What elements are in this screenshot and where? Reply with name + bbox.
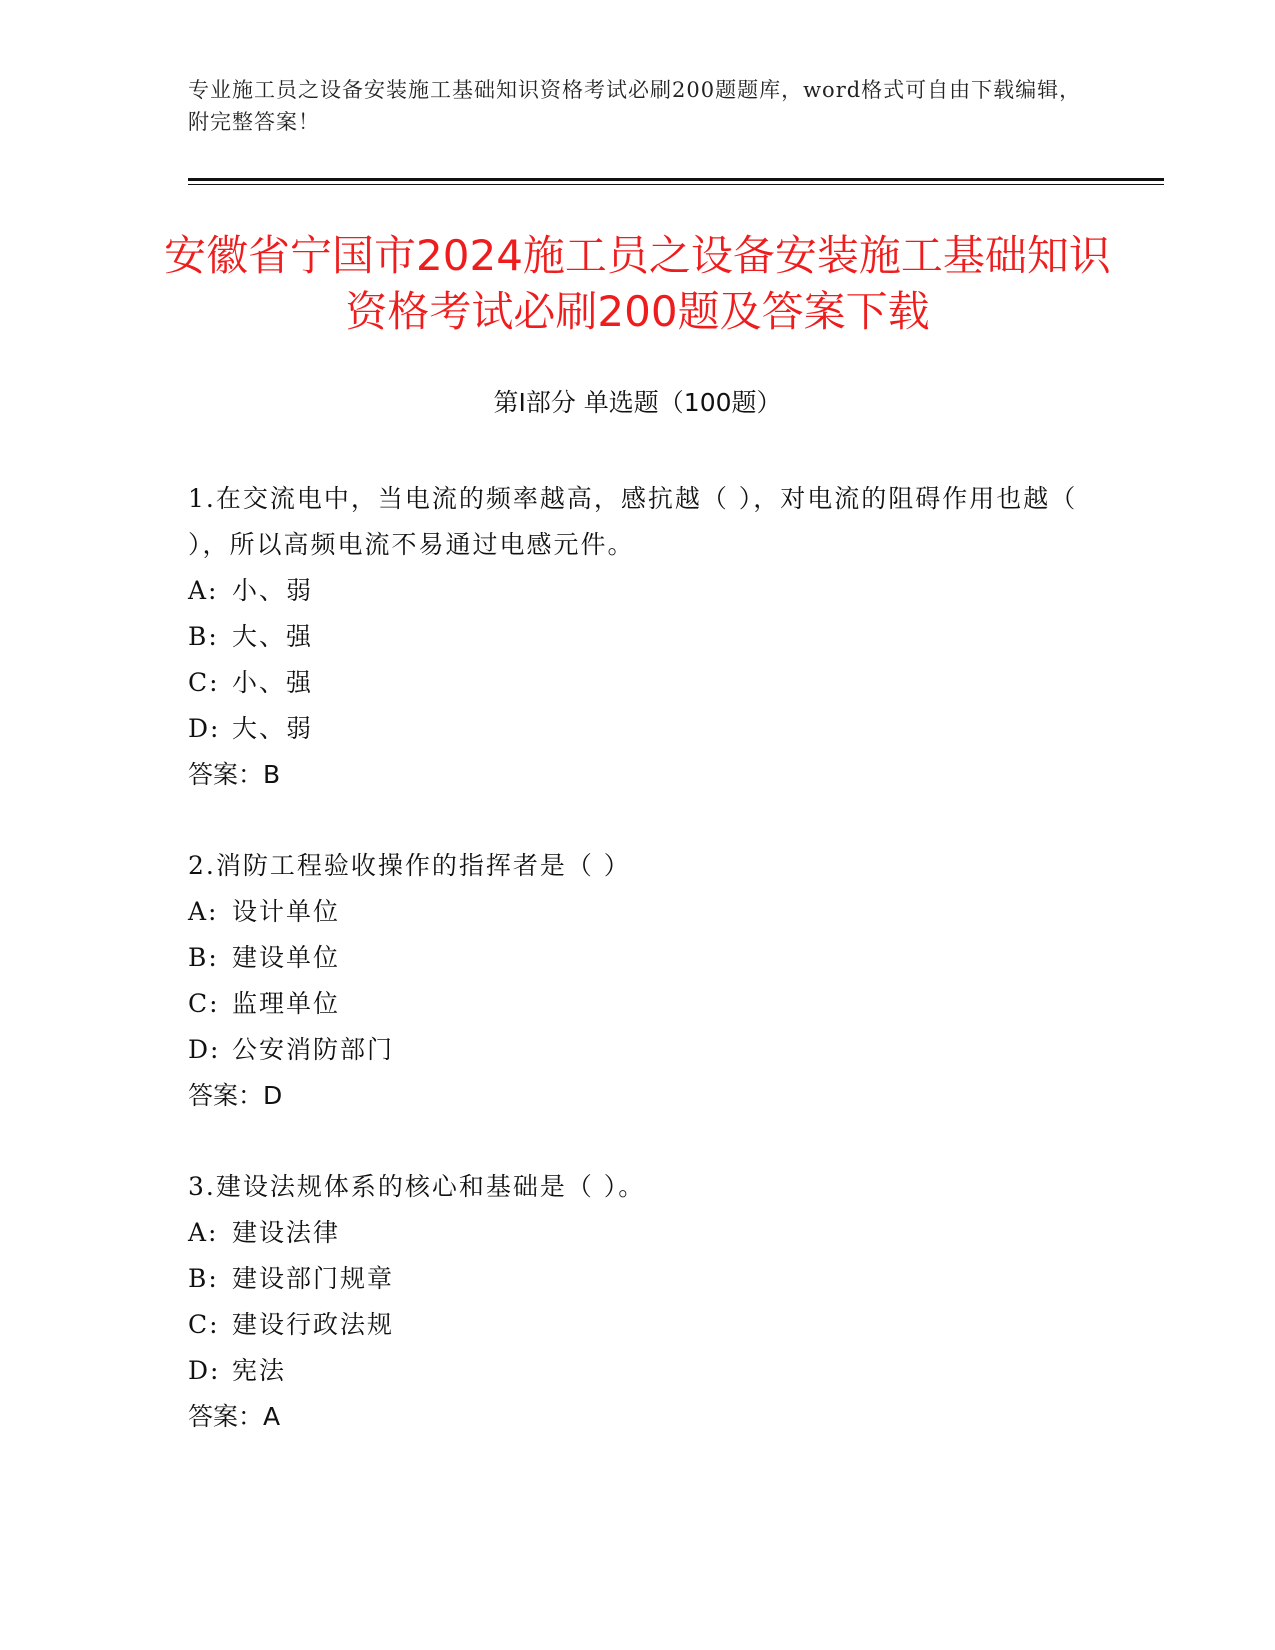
option-letter: C: <box>188 668 220 697</box>
option-text: 建设单位 <box>232 943 341 972</box>
option-c <box>188 981 1088 1027</box>
question-3 <box>188 1164 1088 1440</box>
header-divider-thick <box>188 178 1164 181</box>
question-stem: 1.在交流电中，当电流的频率越高，感抗越（ ），对电流的阻碍作用也越（ ），所以高频电流不易通过电感元件。 <box>188 484 1078 559</box>
option-text: 大、强 <box>232 622 314 651</box>
option-letter: B: <box>188 622 219 651</box>
answer-line: 答案：B <box>188 760 281 789</box>
question-stem: 2.消防工程验收操作的指挥者是（ ） <box>188 851 631 880</box>
option-text: 公安消防部门 <box>232 1035 395 1064</box>
option-text: 大、弱 <box>232 714 314 743</box>
option-text: 小、弱 <box>232 576 314 605</box>
answer-line: 答案：A <box>188 1402 281 1431</box>
option-letter: C: <box>188 1310 220 1339</box>
question-1 <box>188 476 1088 798</box>
option-a <box>188 1210 1088 1256</box>
option-text: 监理单位 <box>232 989 341 1018</box>
option-text: 宪法 <box>232 1356 287 1385</box>
option-b <box>188 1256 1088 1302</box>
option-c <box>188 660 1088 706</box>
option-d <box>188 706 1088 752</box>
option-text: 设计单位 <box>232 897 341 926</box>
option-letter: D: <box>188 1356 221 1385</box>
answer-line: 答案：D <box>188 1081 283 1110</box>
option-b <box>188 614 1088 660</box>
question-2 <box>188 843 1088 1119</box>
header-note: 专业施工员之设备安装施工基础知识资格考试必刷200题题库，word格式可自由下载编辑，附完整答案！ <box>188 78 1082 134</box>
option-letter: B: <box>188 1264 219 1293</box>
header-divider-thin <box>188 184 1164 185</box>
option-letter: A: <box>188 897 219 926</box>
option-letter: B: <box>188 943 219 972</box>
section-title: 第Ⅰ部分 单选题（100题） <box>493 388 782 417</box>
question-list <box>188 476 1088 1485</box>
option-d <box>188 1348 1088 1394</box>
option-b <box>188 935 1088 981</box>
option-text: 小、强 <box>232 668 314 697</box>
option-text: 建设部门规章 <box>232 1264 395 1293</box>
option-text: 建设行政法规 <box>232 1310 395 1339</box>
option-letter: D: <box>188 1035 221 1064</box>
option-letter: A: <box>188 576 219 605</box>
option-a <box>188 889 1088 935</box>
option-c <box>188 1302 1088 1348</box>
option-text: 建设法律 <box>232 1218 341 1247</box>
option-a <box>188 568 1088 614</box>
option-d <box>188 1027 1088 1073</box>
document-title: 安徽省宁国市2024施工员之设备安装施工基础知识资格考试必刷200题及答案下载 <box>164 231 1111 336</box>
option-letter: C: <box>188 989 220 1018</box>
question-stem: 3.建设法规体系的核心和基础是（ ）。 <box>188 1172 646 1201</box>
option-letter: A: <box>188 1218 219 1247</box>
option-letter: D: <box>188 714 221 743</box>
